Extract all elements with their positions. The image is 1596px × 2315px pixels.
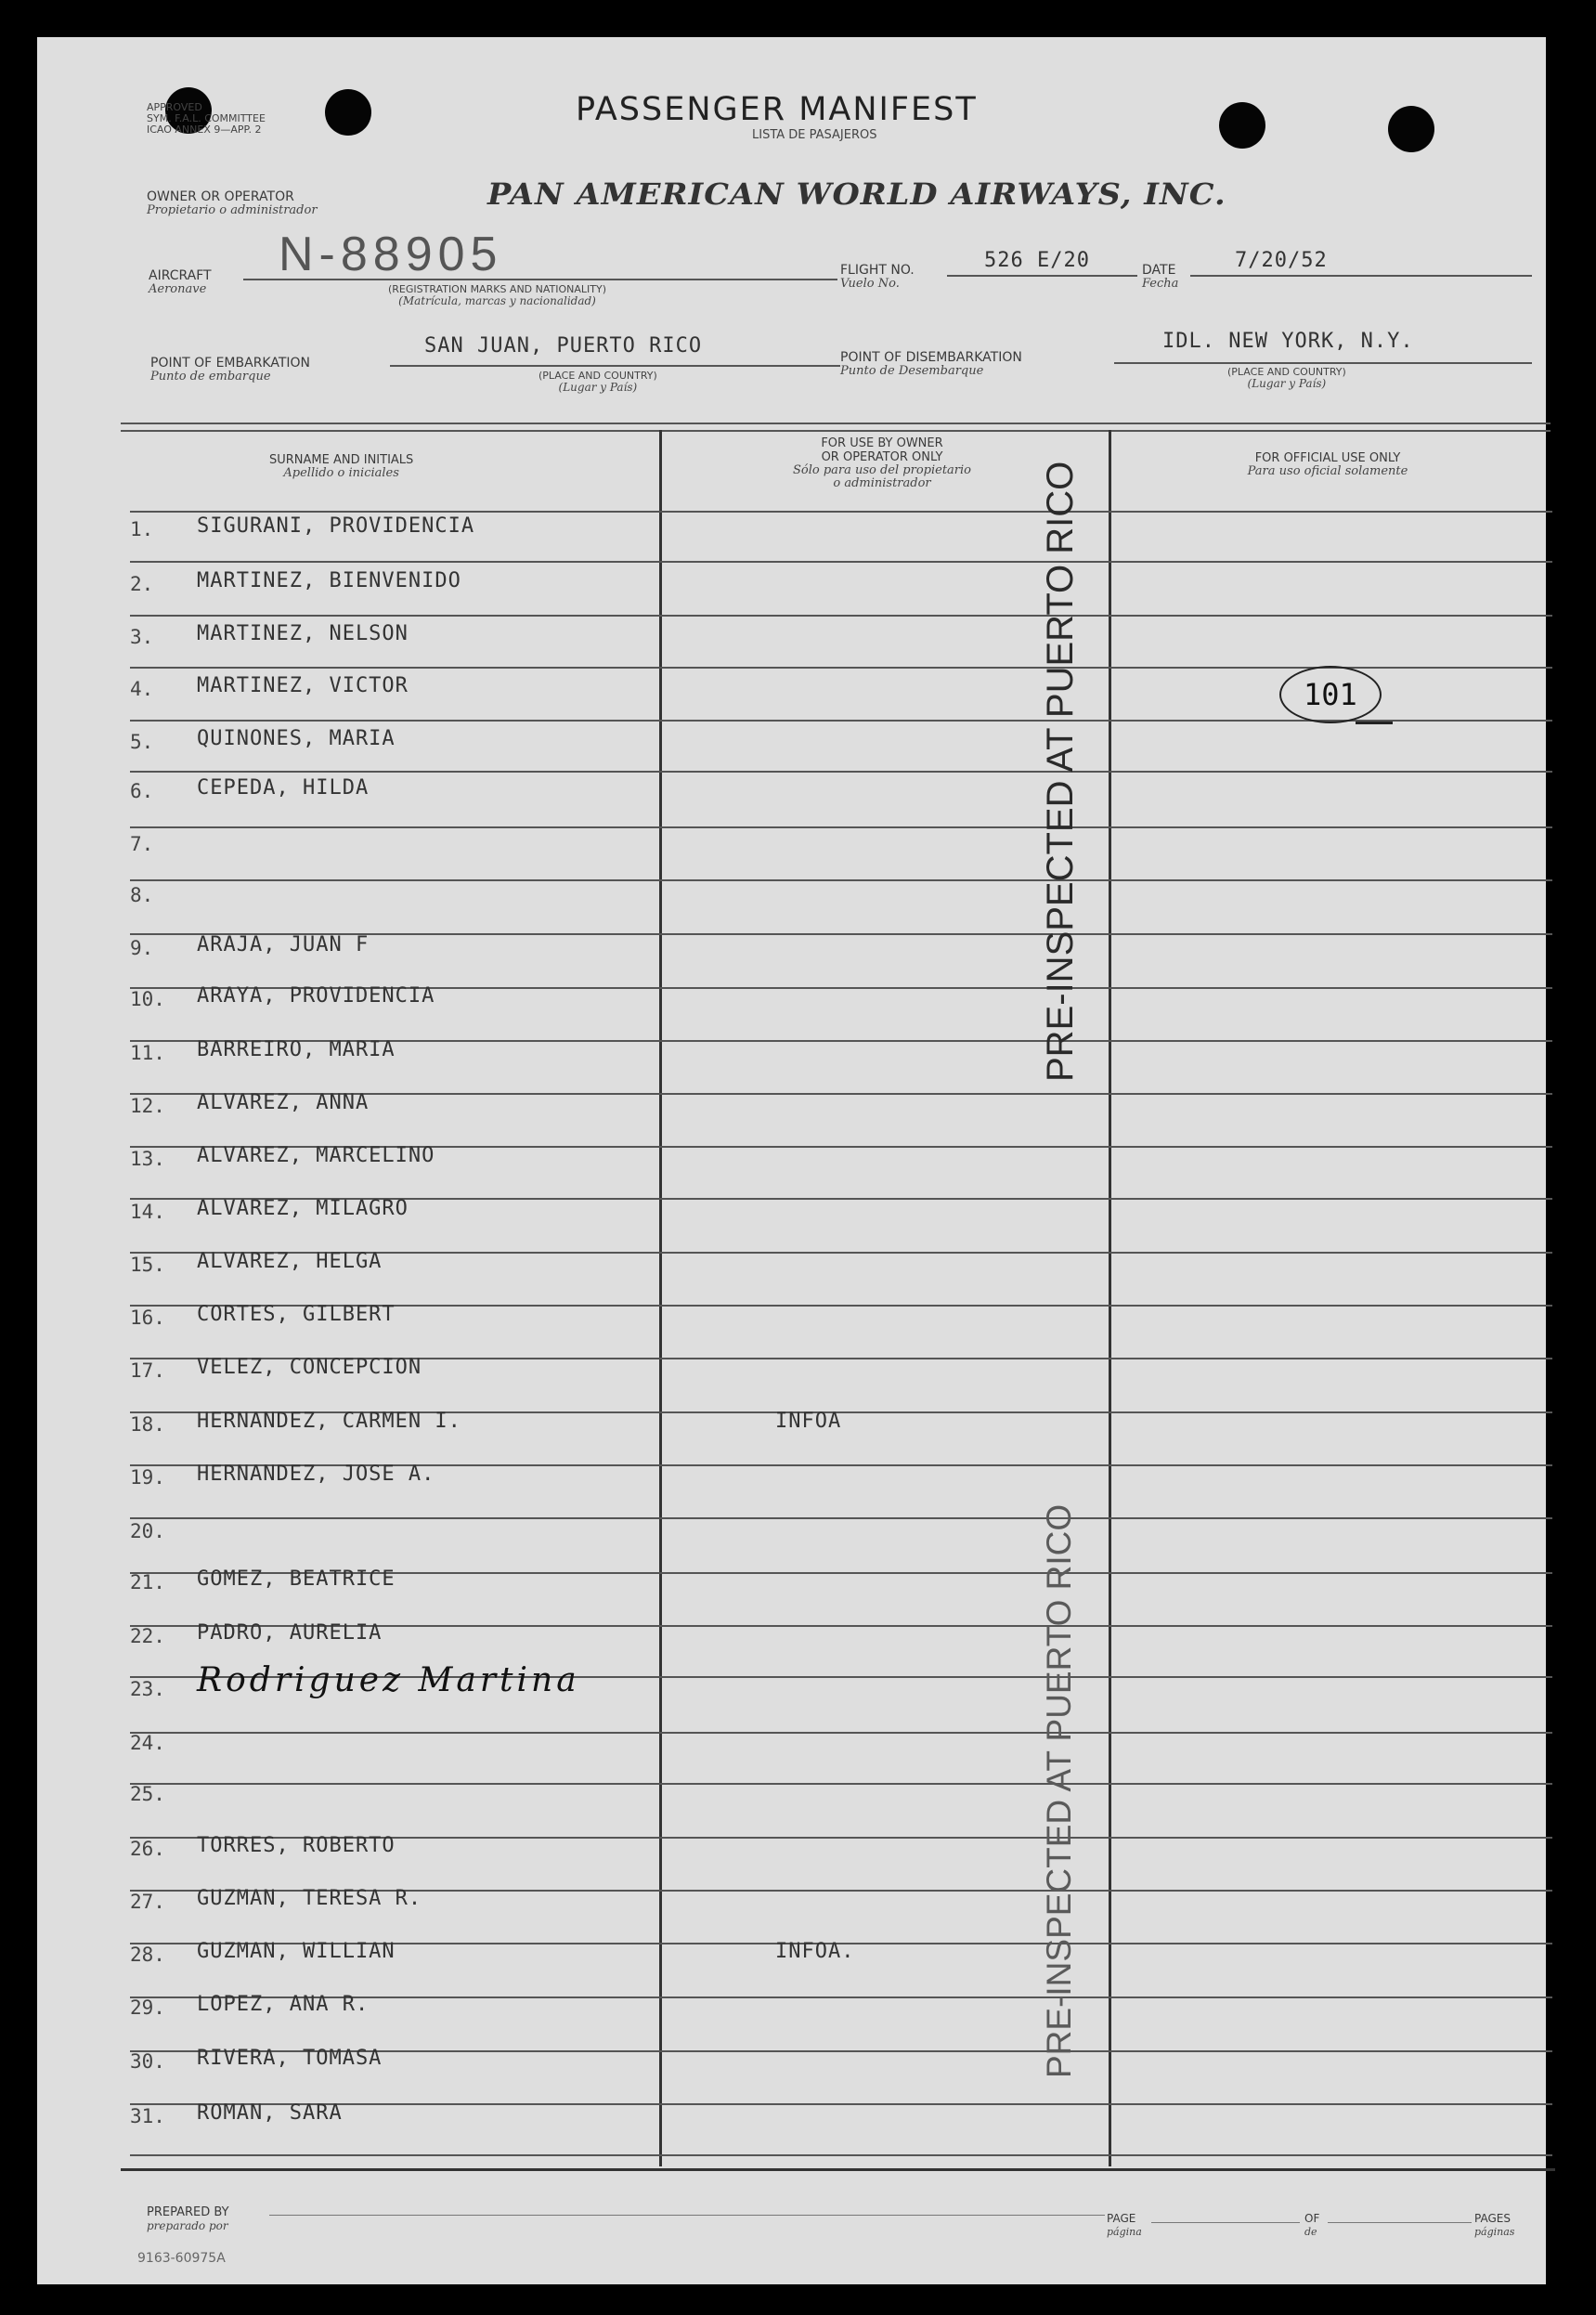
col-owner-title-2: OR OPERATOR ONLY <box>821 450 943 464</box>
embark-value: SAN JUAN, PUERTO RICO <box>424 334 703 358</box>
approval-line-3: ICAO ANNEX 9—APP. 2 <box>147 124 262 136</box>
row-rule <box>130 1517 1552 1519</box>
row-rule <box>130 826 1552 828</box>
passenger-name: ALVAREZ, MILAGRO <box>197 1197 409 1220</box>
page-label: PAGE <box>1107 2212 1136 2225</box>
passenger-name: MARTINEZ, NELSON <box>197 622 409 645</box>
row-number: 8. <box>130 884 154 906</box>
row-number: 10. <box>130 988 165 1010</box>
passenger-name: ALVAREZ, ANNA <box>197 1091 370 1114</box>
row-rule <box>130 1732 1552 1734</box>
page-label-block <box>1107 2212 1142 2239</box>
row-rule <box>130 561 1552 563</box>
disembark-caption-en: (PLACE AND COUNTRY) <box>1227 366 1346 378</box>
embark-label: POINT OF EMBARKATION <box>150 356 311 371</box>
passenger-name: ALVAREZ, HELGA <box>197 1250 383 1273</box>
flight-value: 526 E/20 <box>984 249 1090 272</box>
row-number: 15. <box>130 1254 165 1276</box>
passenger-name: MARTINEZ, VICTOR <box>197 674 409 697</box>
passenger-name: ARAJA, JUAN F <box>197 933 370 956</box>
flight-underline <box>947 275 1137 277</box>
row-number: 4. <box>130 678 154 700</box>
embark-label-block <box>150 357 310 384</box>
pre-inspected-stamp-lower: PRE-INSPECTED AT PUERTO RICO <box>1040 1503 1078 2078</box>
disembark-underline <box>1114 362 1532 364</box>
row-number: 14. <box>130 1201 165 1223</box>
column-divider-1 <box>659 430 662 2166</box>
row-number: 27. <box>130 1891 165 1913</box>
passenger-name: RIVERA, TOMASA <box>197 2047 383 2070</box>
row-rule <box>130 879 1552 881</box>
official-number: 101 <box>1304 677 1357 712</box>
date-underline <box>1190 275 1532 277</box>
row-rule <box>130 2103 1552 2105</box>
table-bottom-border <box>121 2168 1555 2171</box>
row-number: 23. <box>130 1678 165 1700</box>
passenger-name: PADRO, AURELIA <box>197 1621 383 1645</box>
disembark-caption <box>1227 367 1346 390</box>
owner-note: INFOA <box>775 1410 842 1433</box>
date-label: DATE <box>1142 263 1176 278</box>
date-label-es: Fecha <box>1142 277 1179 291</box>
row-number: 18. <box>130 1413 165 1436</box>
page-subtitle: LISTA DE PASAJEROS <box>752 128 877 142</box>
page-title: PASSENGER MANIFEST <box>576 91 978 128</box>
column-divider-2 <box>1109 430 1111 2166</box>
row-number: 3. <box>130 626 154 648</box>
row-rule <box>130 615 1552 617</box>
passenger-name: Rodriguez Martina <box>197 1661 580 1699</box>
flight-label-block <box>840 264 915 291</box>
punch-hole-3 <box>1219 102 1265 149</box>
owner-label-block <box>147 190 318 217</box>
aircraft-caption <box>388 284 606 307</box>
row-number: 30. <box>130 2050 165 2073</box>
passenger-name: MARTINEZ, BIENVENIDO <box>197 569 461 592</box>
aircraft-value: N-88905 <box>279 228 503 281</box>
row-number: 29. <box>130 1996 165 2019</box>
owner-value: PAN AMERICAN WORLD AIRWAYS, INC. <box>487 176 1226 212</box>
passenger-name: GUZMAN, WILLIAN <box>197 1940 396 1963</box>
disembark-label: POINT OF DISEMBARKATION <box>840 350 1022 365</box>
col-official-title: FOR OFFICIAL USE ONLY <box>1254 451 1401 465</box>
of-underline <box>1328 2222 1472 2223</box>
row-rule <box>130 2154 1552 2156</box>
row-number: 25. <box>130 1783 165 1805</box>
col-owner-title-1: FOR USE BY OWNER <box>821 436 943 450</box>
row-number: 20. <box>130 1520 165 1542</box>
disembark-label-es: Punto de Desembarque <box>840 364 984 378</box>
prepared-by-label-es: preparado por <box>147 2219 228 2232</box>
pages-label: PAGES <box>1474 2212 1511 2225</box>
pre-inspected-stamp-upper: PRE-INSPECTED AT PUERTO RICO <box>1040 461 1081 1082</box>
approval-block <box>147 102 266 136</box>
passenger-name: ALVAREZ, MARCELINO <box>197 1144 435 1167</box>
owner-note: INFOA. <box>775 1940 855 1963</box>
col-official-header <box>1207 451 1448 478</box>
row-number: 19. <box>130 1466 165 1489</box>
passenger-name: ARAYA, PROVIDENCIA <box>197 984 435 1008</box>
aircraft-label: AIRCRAFT <box>149 268 212 283</box>
of-label-es: de <box>1304 2226 1317 2238</box>
col-official-title-es: Para uso oficial solamente <box>1247 464 1408 478</box>
pages-label-block <box>1474 2212 1514 2239</box>
aircraft-label-block <box>149 269 212 296</box>
passenger-name: VELEZ, CONCEPCION <box>197 1356 422 1379</box>
embark-label-es: Punto de embarque <box>150 370 271 384</box>
row-number: 31. <box>130 2105 165 2127</box>
row-number: 22. <box>130 1625 165 1647</box>
flight-label-es: Vuelo No. <box>840 277 900 291</box>
row-number: 24. <box>130 1732 165 1754</box>
table-top-border-2 <box>121 430 1551 432</box>
disembark-label-block <box>840 351 1022 378</box>
passenger-name: ROMAN, SARA <box>197 2101 343 2125</box>
passenger-name: GOMEZ, BEATRICE <box>197 1567 396 1591</box>
page-underline <box>1151 2222 1300 2223</box>
passenger-name: BARREIRO, MARIA <box>197 1038 396 1061</box>
embark-caption-en: (PLACE AND COUNTRY) <box>538 370 657 382</box>
embark-caption-es: (Lugar y País) <box>558 381 638 394</box>
prepared-by-label: PREPARED BY <box>147 2205 229 2219</box>
date-value: 7/20/52 <box>1235 249 1328 272</box>
row-number: 16. <box>130 1307 165 1329</box>
row-number: 6. <box>130 780 154 802</box>
passenger-name: GUZMAN, TERESA R. <box>197 1887 422 1910</box>
row-number: 21. <box>130 1571 165 1593</box>
embark-caption <box>538 371 657 394</box>
col-owner-title-es-2: o administrador <box>833 476 931 490</box>
passenger-name: HERNANDEZ, CARMEN I. <box>197 1410 461 1433</box>
row-number: 7. <box>130 833 154 855</box>
aircraft-caption-en: (REGISTRATION MARKS AND NATIONALITY) <box>388 283 607 295</box>
col-surname-header <box>269 453 413 480</box>
row-number: 5. <box>130 731 154 753</box>
passenger-name: TORRES, ROBERTO <box>197 1834 396 1857</box>
punch-hole-2 <box>325 89 371 136</box>
owner-label: OWNER OR OPERATOR <box>147 189 294 204</box>
row-number: 9. <box>130 937 154 959</box>
row-number: 12. <box>130 1095 165 1117</box>
row-rule <box>130 771 1552 773</box>
disembark-value: IDL. NEW YORK, N.Y. <box>1162 330 1414 353</box>
aircraft-caption-es: (Matrícula, marcas y nacionalidad) <box>398 294 596 307</box>
official-number-stamp <box>1279 666 1382 723</box>
row-number: 1. <box>130 518 154 540</box>
pages-label-es: páginas <box>1474 2226 1515 2238</box>
col-surname-title: SURNAME AND INITIALS <box>269 453 414 467</box>
date-label-block <box>1142 264 1178 291</box>
of-label: OF <box>1304 2212 1320 2225</box>
page-label-es: página <box>1107 2226 1142 2238</box>
row-number: 13. <box>130 1148 165 1170</box>
row-number: 26. <box>130 1838 165 1860</box>
row-rule <box>130 1783 1552 1785</box>
approval-line-2: SYM. F.A.L. COMMITTEE <box>147 112 266 124</box>
passenger-name: HERNANDEZ, JOSE A. <box>197 1463 435 1486</box>
col-owner-title-es-1: Sólo para uso del propietario <box>792 463 972 477</box>
row-number: 11. <box>130 1042 165 1064</box>
prepared-by-block <box>147 2205 229 2232</box>
passenger-name: LOPEZ, ANA R. <box>197 1993 370 2016</box>
row-number: 17. <box>130 1359 165 1382</box>
embark-underline <box>390 365 840 367</box>
row-number: 28. <box>130 1944 165 1966</box>
table-top-border-1 <box>121 423 1551 424</box>
prepared-by-underline <box>269 2215 1105 2216</box>
row-rule <box>130 511 1552 513</box>
approval-line-1: APPROVED <box>147 101 202 113</box>
passenger-name: CEPEDA, HILDA <box>197 776 370 800</box>
aircraft-label-es: Aeronave <box>149 282 207 296</box>
col-owner-header <box>761 436 1003 490</box>
form-number: 9163-60975A <box>137 2251 226 2266</box>
passenger-name: SIGURANI, PROVIDENCIA <box>197 514 475 538</box>
official-number-underline <box>1356 722 1393 724</box>
of-label-block <box>1304 2212 1319 2239</box>
flight-label: FLIGHT NO. <box>840 263 915 278</box>
passenger-name: QUINONES, MARIA <box>197 727 396 750</box>
disembark-caption-es: (Lugar y País) <box>1247 377 1327 390</box>
col-surname-title-es: Apellido o iniciales <box>283 466 399 480</box>
punch-hole-4 <box>1388 106 1434 152</box>
owner-label-es: Propietario o administrador <box>147 203 318 217</box>
row-number: 2. <box>130 573 154 595</box>
passenger-name: CORTES, GILBERT <box>197 1303 396 1326</box>
